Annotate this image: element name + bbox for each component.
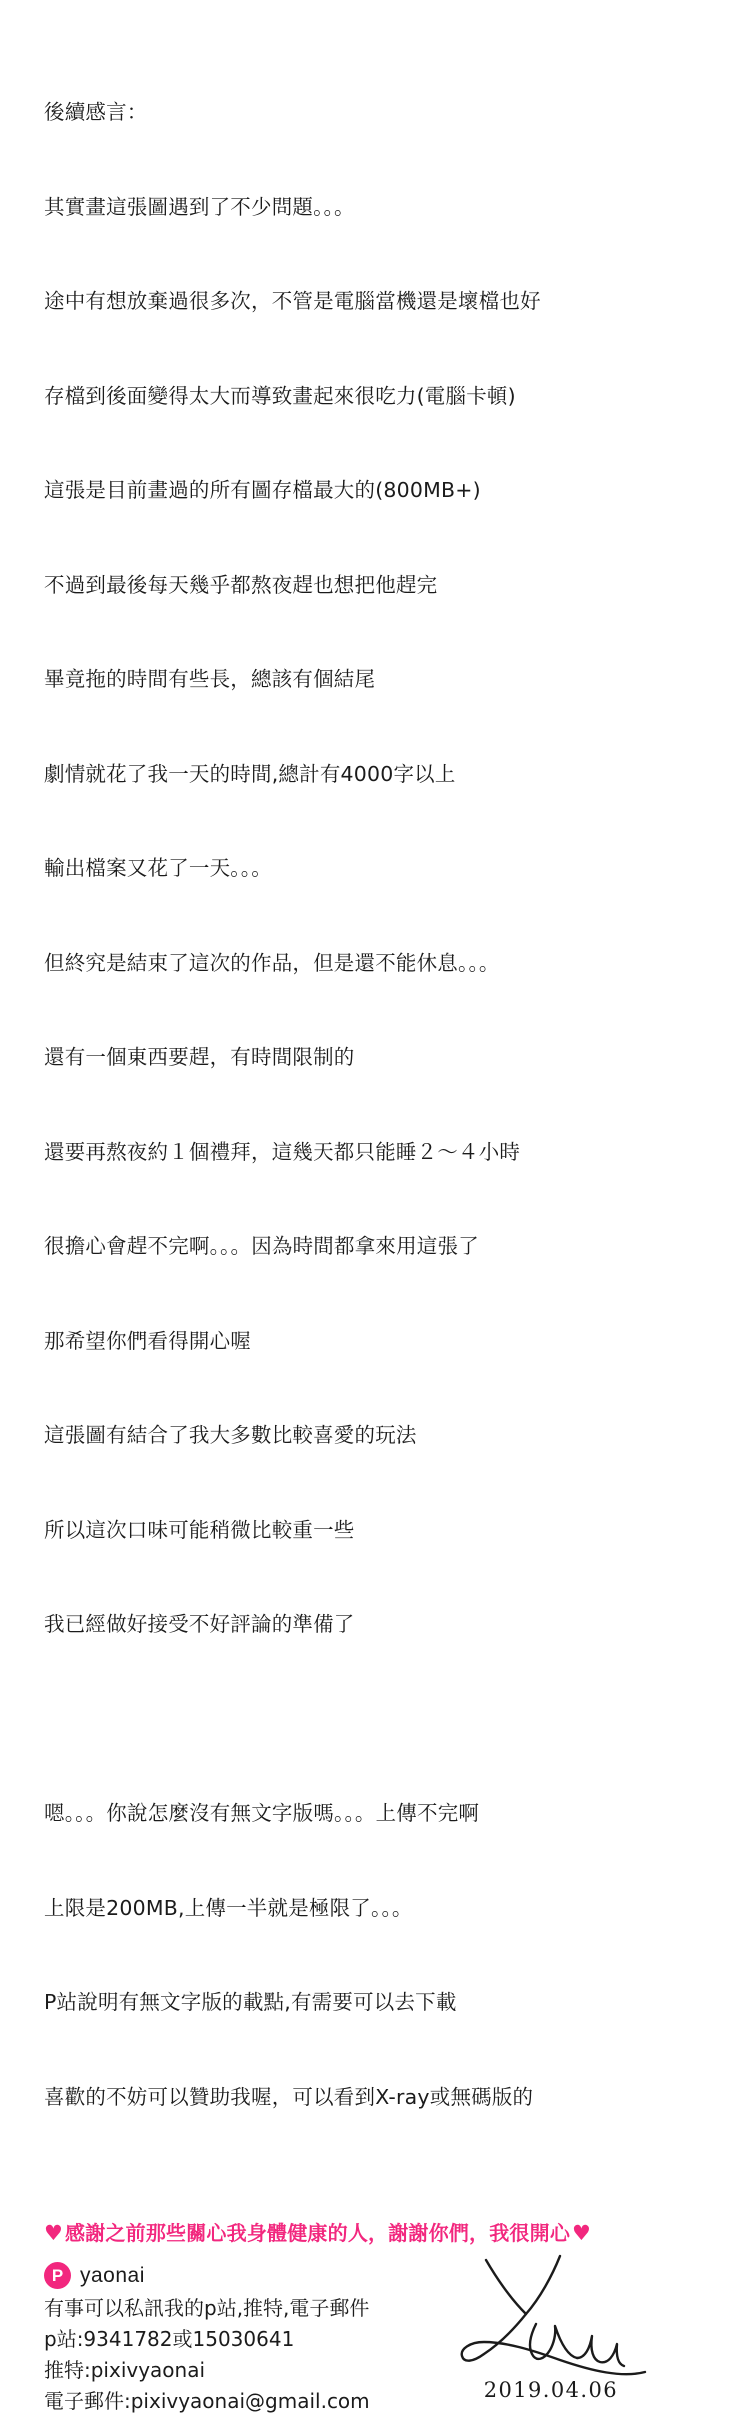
afterword-line: 存檔到後面變得太大而導致畫起來很吃力(電腦卡頓): [44, 383, 516, 408]
afterword-line: 上限是200MB,上傳一半就是極限了。。。: [44, 1895, 413, 1920]
afterword-line: 那希望你們看得開心喔: [44, 1328, 251, 1353]
contact-line-twitter: 推特:pixivyaonai: [44, 2358, 206, 2382]
heart-icon: ♥: [44, 2220, 64, 2245]
afterword-line: 不過到最後每天幾乎都熬夜趕也想把他趕完: [44, 572, 438, 597]
afterword-line: 喜歡的不妨可以贊助我喔，可以看到X-ray或無碼版的: [44, 2084, 534, 2109]
afterword-line: 還有一個東西要趕，有時間限制的: [44, 1045, 355, 1069]
afterword-line: P站說明有無文字版的載點,有需要可以去下載: [44, 1990, 457, 2014]
pixiv-icon: P: [44, 2262, 71, 2289]
contact-line-pixiv-id: p站:9341782或15030641: [44, 2327, 295, 2351]
thanks-text: 感謝之前那些關心我身體健康的人，謝謝你們，我很開心: [65, 2221, 571, 2245]
afterword-title: 後續感言：: [44, 100, 148, 124]
heart-icon: ♥: [572, 2220, 592, 2245]
afterword-line: 途中有想放棄過很多次，不管是電腦當機還是壞檔也好: [44, 289, 541, 313]
afterword-line: 這張圖有結合了我大多數比較喜愛的玩法: [44, 1423, 417, 1447]
pixiv-account-row[interactable]: [44, 2262, 696, 2289]
afterword-text-block: [44, 34, 696, 2176]
afterword-line: 劇情就花了我一天的時間,總計有4000字以上: [44, 761, 456, 786]
thanks-message: [44, 2218, 696, 2248]
afterword-line: 所以這次口味可能稍微比較重一些: [44, 1517, 355, 1542]
afterword-line: 這張是目前畫過的所有圖存檔最大的(800MB+): [44, 478, 481, 502]
afterword-line: 很擔心會趕不完啊。。。因為時間都拿來用這張了: [44, 1234, 479, 1258]
afterword-line: 其實畫這張圖遇到了不少問題。。。: [44, 194, 355, 219]
pixiv-username: yaonai: [80, 2263, 145, 2287]
afterword-line: 但終究是結束了這次的作品，但是還不能休息。。。: [44, 950, 500, 975]
contact-block: [44, 2262, 696, 2417]
afterword-line: 嗯。。。你說怎麼沒有無文字版嗎。。。上傳不完啊: [44, 1801, 480, 1825]
afterword-line: 我已經做好接受不好評論的準備了: [44, 1612, 355, 1636]
afterword-line: 輸出檔案又花了一天。。。: [44, 856, 272, 880]
signature-date: 2019.04.06: [483, 2378, 618, 2402]
contact-line-email: 電子郵件:pixivyaonai@gmail.com: [44, 2389, 370, 2413]
afterword-line: 畢竟拖的時間有些長，總該有個結尾: [44, 667, 376, 691]
contact-line-info: 有事可以私訊我的p站,推特,電子郵件: [44, 2296, 370, 2320]
afterword-line: 還要再熬夜約１個禮拜，這幾天都只能睡２～４小時: [44, 1139, 521, 1164]
